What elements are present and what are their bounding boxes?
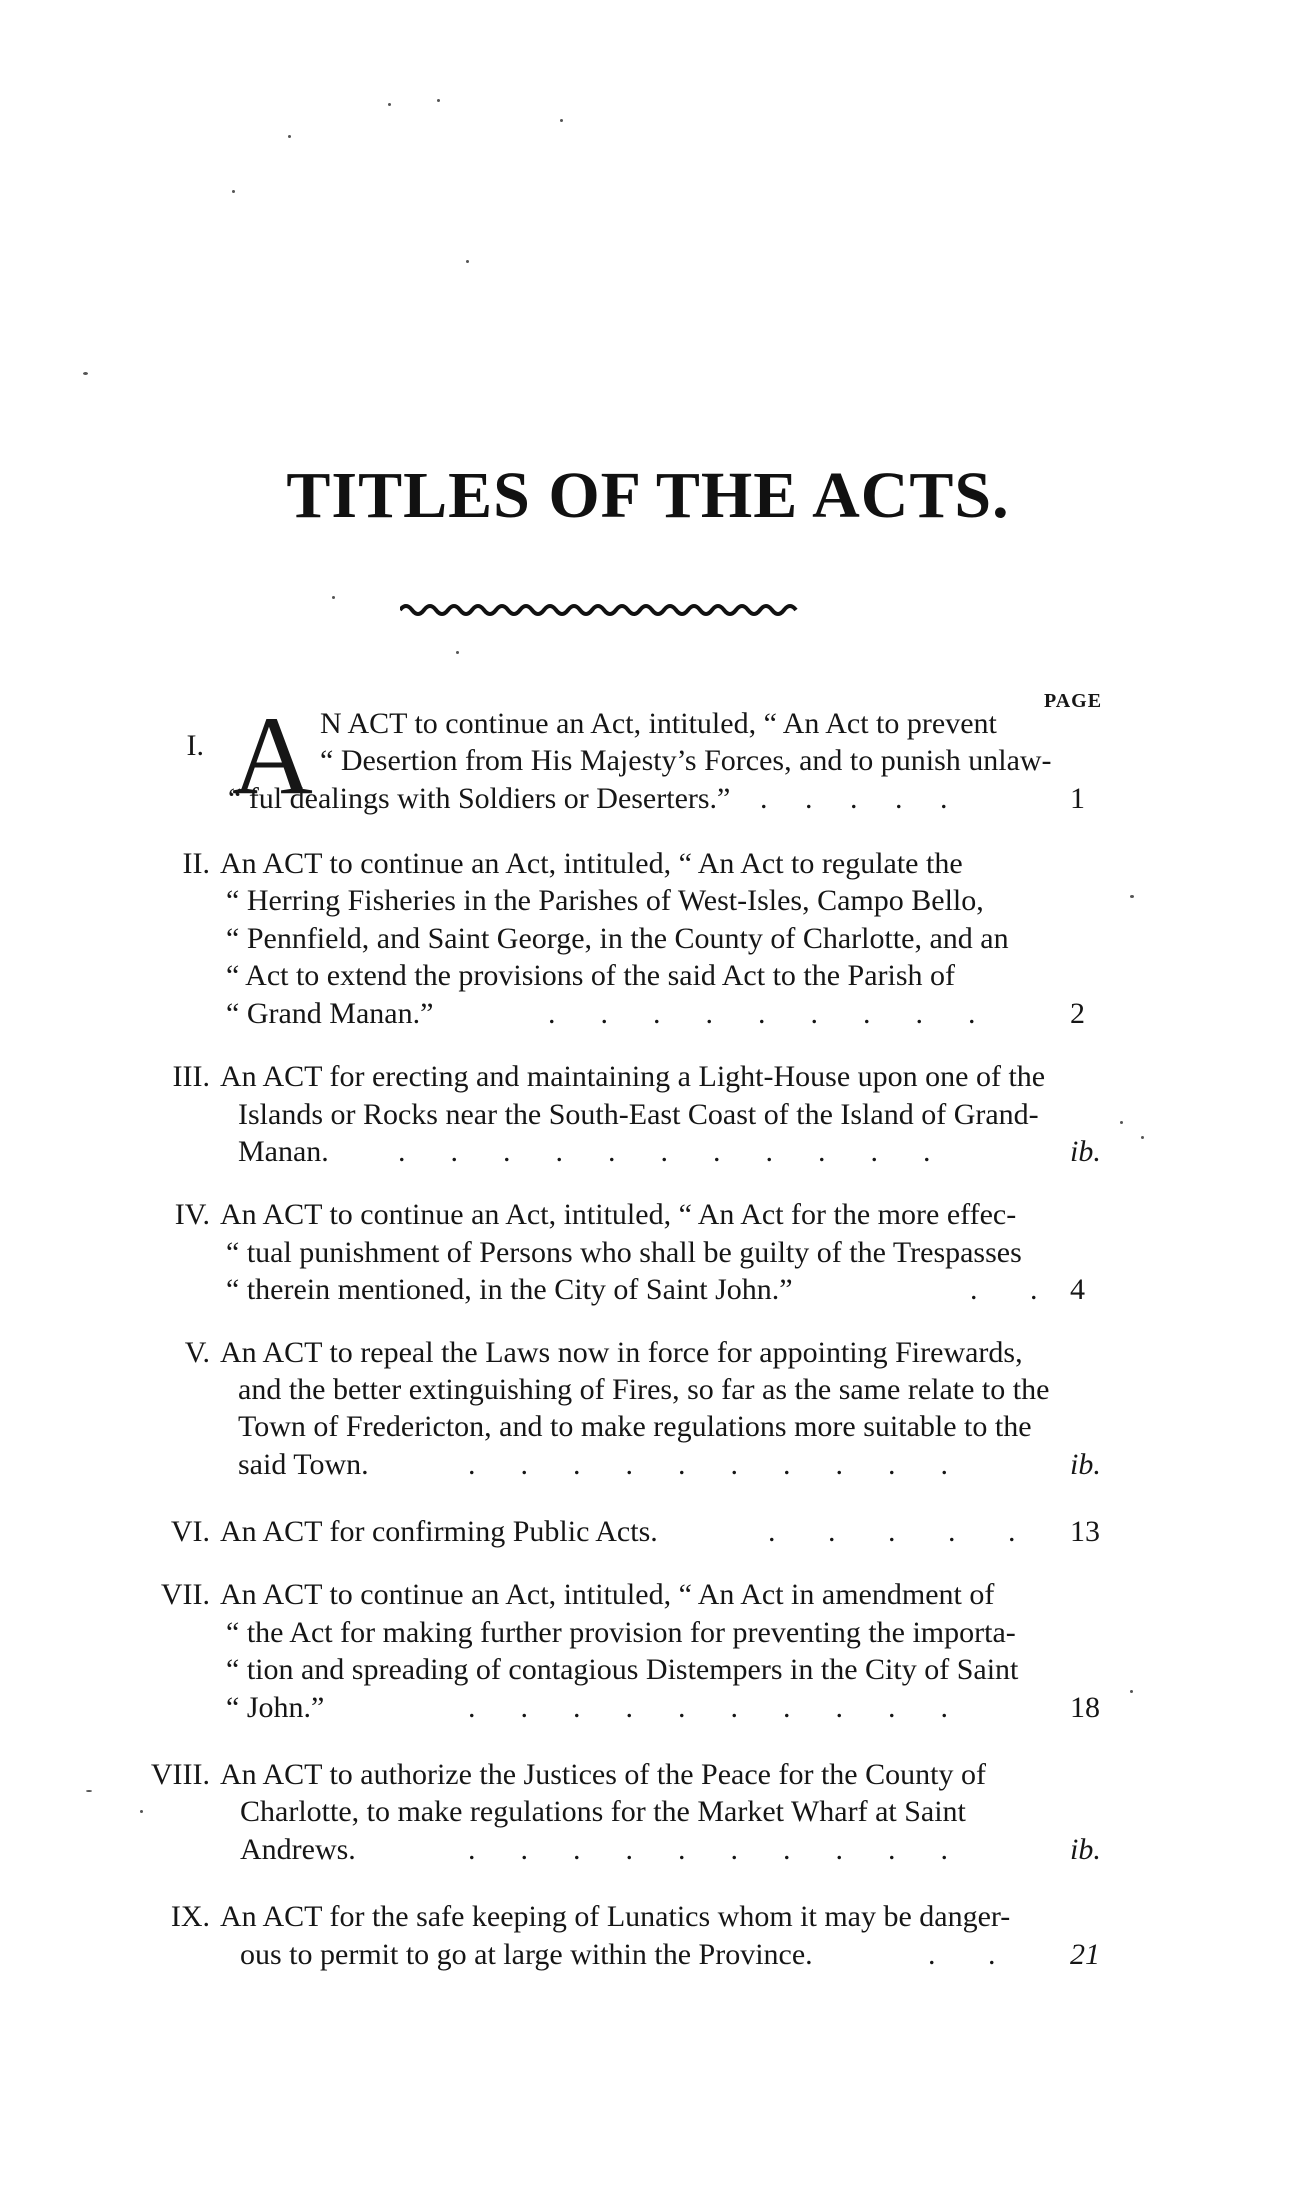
dot-leader: . . [928, 1938, 996, 1971]
entry-line: “ therein mentioned, in the City of Saint John.” [226, 1273, 793, 1306]
entry-page: 4 [1070, 1273, 1085, 1306]
scan-speck [1120, 1121, 1123, 1124]
entry-page: ib. [1070, 1135, 1101, 1168]
dot-leader: . . . . . [768, 1515, 1016, 1548]
scan-speck [332, 596, 335, 599]
entry-page: ib. [1070, 1448, 1101, 1481]
entry-line: and the better extinguishing of Fires, so far as the same relate to the [238, 1373, 1050, 1406]
entry-line: “ Pennfield, and Saint George, in the County of Charlotte, and an [226, 922, 1009, 955]
entry-line: Islands or Rocks near the South-East Coast of the Island of Grand- [238, 1098, 1039, 1131]
scan-speck [1141, 1136, 1144, 1139]
entry-line: Andrews. [240, 1833, 356, 1866]
dot-leader: . . . . . . . . . . [468, 1691, 948, 1724]
entry-number: IX. [170, 1900, 210, 1933]
entry-page: ib. [1070, 1833, 1101, 1866]
entry-number: VI. [170, 1515, 210, 1548]
entry-line: An ACT for erecting and maintaining a Light-House upon one of the [220, 1060, 1046, 1093]
scan-speck [456, 651, 459, 654]
dot-leader: . . . . . [760, 782, 948, 815]
entry-number: I. [186, 729, 204, 762]
ornament-rule [400, 598, 800, 622]
entry-line: N ACT to continue an Act, intituled, “ An Act to prevent [320, 707, 997, 740]
scan-speck [1130, 895, 1134, 898]
dot-leader: . . . . . . . . . . [468, 1448, 948, 1481]
entry-line: An ACT for the safe keeping of Lunatics whom it may be danger- [220, 1900, 1011, 1933]
drop-cap: A [232, 694, 313, 818]
entry-page: 13 [1070, 1515, 1100, 1548]
dot-leader: . . . . . . . . . . . [398, 1135, 931, 1168]
entry-number: VIII. [150, 1758, 210, 1791]
entry-line: “ Herring Fisheries in the Parishes of West-Isles, Campo Bello, [226, 884, 984, 917]
entry-line: “ tion and spreading of contagious Distempers in the City of Saint [226, 1653, 1019, 1686]
entry-page: 21 [1070, 1938, 1100, 1971]
entry-line: “ Desertion from His Majesty’s Forces, and to punish unlaw- [320, 744, 1052, 777]
entry-line: An ACT for confirming Public Acts. [220, 1515, 658, 1548]
page-column-header: PAGE [1044, 690, 1103, 712]
entry-line: An ACT to continue an Act, intituled, “ An Act to regulate the [220, 847, 963, 880]
scan-speck [232, 190, 235, 193]
entry-line: “ tual punishment of Persons who shall be guilty of the Trespasses [226, 1236, 1022, 1269]
entry-number: V. [184, 1336, 210, 1369]
entry-number: VII. [160, 1578, 210, 1611]
page-title: TITLES OF THE ACTS. [286, 459, 1010, 532]
entry-line: An ACT to continue an Act, intituled, “ An Act in amendment of [220, 1578, 995, 1611]
entry-line: Town of Fredericton, and to make regulations more suitable to the [238, 1410, 1032, 1443]
dot-leader: . . . . . . . . . . [468, 1833, 948, 1866]
entry-page: 1 [1070, 782, 1085, 815]
scan-speck [388, 103, 391, 106]
entry-line: An ACT to continue an Act, intituled, “ An Act for the more effec- [220, 1198, 1017, 1231]
entry-line: Charlotte, to make regulations for the Market Wharf at Saint [240, 1795, 966, 1828]
entry-line: “ Act to extend the provisions of the said Act to the Parish of [226, 959, 956, 992]
scan-speck [83, 372, 88, 375]
scan-speck [466, 260, 469, 263]
scan-speck [86, 1790, 92, 1792]
entry-line: ous to permit to go at large within the Province. [240, 1938, 813, 1971]
dot-leader: . . . . . . . . . [548, 997, 976, 1030]
entry-line: Manan. [238, 1135, 329, 1168]
entry-line: “ John.” [226, 1691, 325, 1724]
entry-line: said Town. [238, 1448, 369, 1481]
entry-line: “ Grand Manan.” [226, 997, 434, 1030]
entry-line: “ ful dealings with Soldiers or Deserters.” [228, 782, 731, 815]
entry-line: An ACT to repeal the Laws now in force for appointing Firewards, [220, 1336, 1023, 1369]
entry-line: “ the Act for making further provision for preventing the importa- [226, 1616, 1016, 1649]
scan-speck [560, 119, 563, 122]
scan-speck [437, 99, 440, 102]
entry-number: III. [172, 1060, 210, 1093]
entry-page: 2 [1070, 997, 1085, 1030]
scan-speck [140, 1810, 143, 1813]
entry-number: II. [182, 847, 210, 880]
scan-speck [288, 135, 291, 138]
dot-leader: . . [970, 1273, 1038, 1306]
entry-line: An ACT to authorize the Justices of the Peace for the County of [220, 1758, 986, 1791]
entry-number: IV. [174, 1198, 210, 1231]
entry-page: 18 [1070, 1691, 1100, 1724]
